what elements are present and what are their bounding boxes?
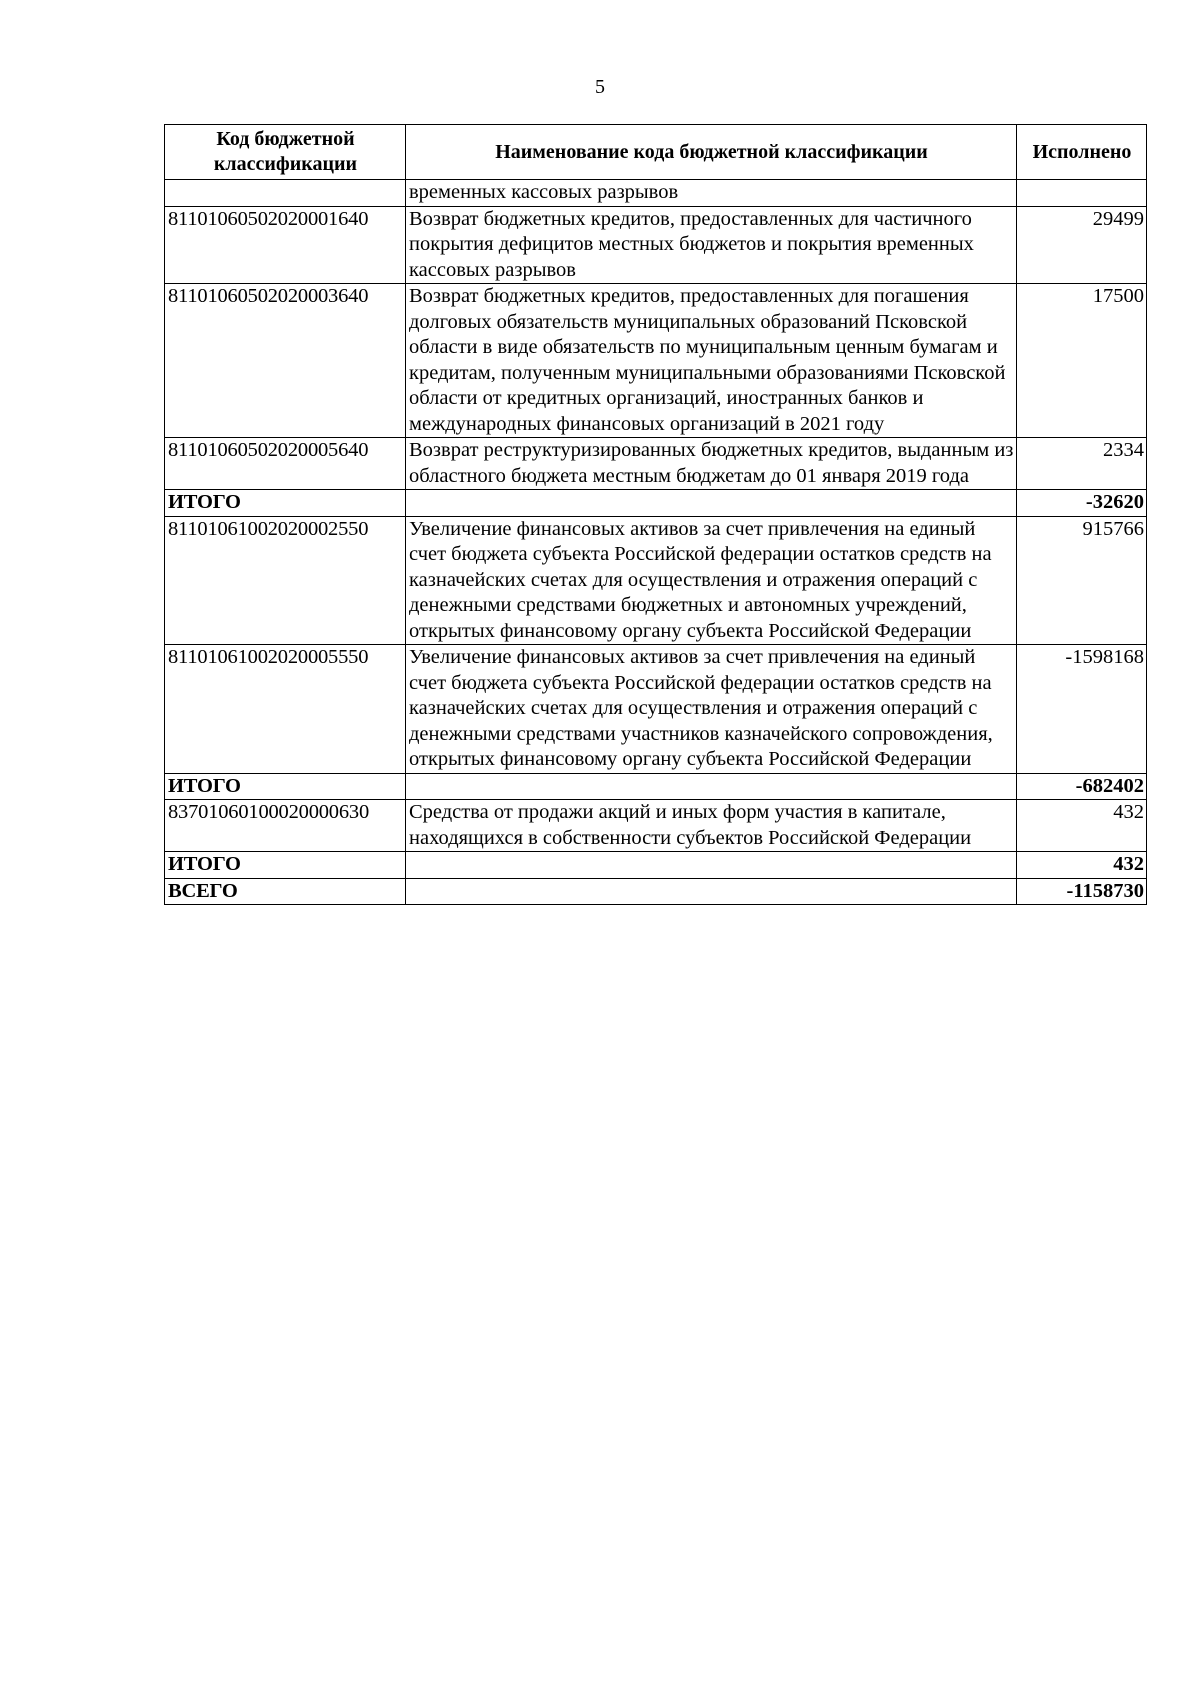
header-code: Код бюджетной классификации: [165, 125, 406, 180]
cell-name: Средства от продажи акций и иных форм участия в капитале, находящихся в собственности субъектов Российской Федерации: [406, 800, 1017, 852]
table-row: [165, 516, 1147, 645]
budget-table: [164, 124, 1147, 905]
total-row: [165, 773, 1147, 800]
table-row: [165, 284, 1147, 438]
cell-code: 81101060502020001640: [165, 206, 406, 284]
cell-code: 81101060502020003640: [165, 284, 406, 438]
table-body: [165, 180, 1147, 905]
total-label: ИТОГО: [165, 852, 406, 879]
cell-name: [406, 490, 1017, 517]
table-row: [165, 180, 1147, 207]
total-row: [165, 852, 1147, 879]
cell-code: [165, 180, 406, 207]
total-label: ИТОГО: [165, 773, 406, 800]
table-header-row: [165, 125, 1147, 180]
cell-name: Возврат реструктуризированных бюджетных кредитов, выданным из областного бюджета местным бюджетам до 01 января 2019 года: [406, 438, 1017, 490]
cell-name: [406, 878, 1017, 905]
header-name: Наименование кода бюджетной классификации: [406, 125, 1017, 180]
grand-total-value: -1158730: [1017, 878, 1147, 905]
cell-name: Увеличение финансовых активов за счет привлечения на единый счет бюджета субъекта Российской федерации остатков средств на казначейских счетах для осуществления и отражения операций с денежными средствами участников казначейского сопровождения, открытых финансовому органу субъекта Российской Федерации: [406, 645, 1017, 774]
table-row: [165, 438, 1147, 490]
table-row: [165, 206, 1147, 284]
cell-name: Возврат бюджетных кредитов, предоставленных для погашения долговых обязательств муниципальных образований Псковской области в виде обязательств по муниципальным ценным бумагам и кредитам, полученным муниципальными образованиями Псковской области от кредитных организаций, иностранных банков и международных финансовых организаций в 2021 году: [406, 284, 1017, 438]
table-row: [165, 645, 1147, 774]
cell-name: Возврат бюджетных кредитов, предоставленных для частичного покрытия дефицитов местных бюджетов и покрытия временных кассовых разрывов: [406, 206, 1017, 284]
cell-name: временных кассовых разрывов: [406, 180, 1017, 207]
total-value: -682402: [1017, 773, 1147, 800]
cell-value: 17500: [1017, 284, 1147, 438]
page-number: 5: [595, 76, 605, 98]
cell-code: 81101061002020002550: [165, 516, 406, 645]
table-row: [165, 800, 1147, 852]
total-value: 432: [1017, 852, 1147, 879]
cell-value: 915766: [1017, 516, 1147, 645]
total-row: [165, 490, 1147, 517]
cell-name: Увеличение финансовых активов за счет привлечения на единый счет бюджета субъекта Российской федерации остатков средств на казначейских счетах для осуществления и отражения операций с денежными средствами бюджетных и автономных учреждений, открытых финансовому органу субъекта Российской Федерации: [406, 516, 1017, 645]
cell-value: 432: [1017, 800, 1147, 852]
cell-value: -1598168: [1017, 645, 1147, 774]
cell-code: 81101060502020005640: [165, 438, 406, 490]
grand-total-label: ВСЕГО: [165, 878, 406, 905]
cell-value: 29499: [1017, 206, 1147, 284]
cell-value: [1017, 180, 1147, 207]
cell-name: [406, 852, 1017, 879]
total-label: ИТОГО: [165, 490, 406, 517]
total-value: -32620: [1017, 490, 1147, 517]
cell-code: 81101061002020005550: [165, 645, 406, 774]
grand-total-row: [165, 878, 1147, 905]
header-value: Исполнено: [1017, 125, 1147, 180]
cell-value: 2334: [1017, 438, 1147, 490]
cell-name: [406, 773, 1017, 800]
cell-code: 83701060100020000630: [165, 800, 406, 852]
